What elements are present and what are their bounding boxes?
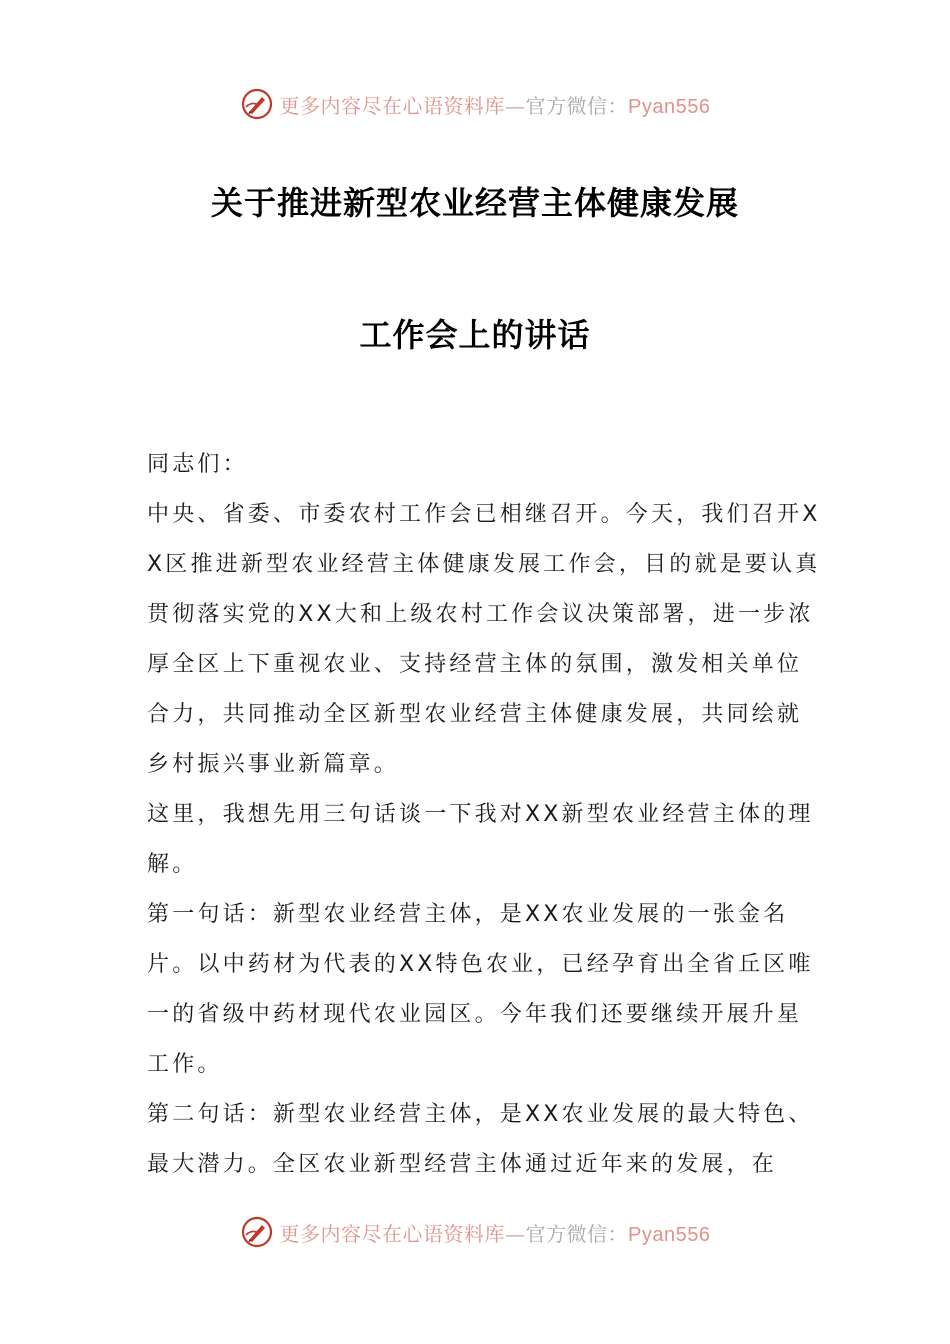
footer-watermark <box>0 1212 950 1252</box>
paragraph-salutation: 同志们： <box>147 452 248 477</box>
watermark-text <box>280 1218 711 1247</box>
paragraph: 第二句话：新型农业经营主体，是XX农业发展的最大特色、最大潜力。全区农业新型经营主体通过近年来的发展，在 <box>147 1102 814 1177</box>
watermark-dash: — <box>505 1221 526 1246</box>
pen-nib-logo-icon <box>240 1215 274 1249</box>
watermark-text <box>280 90 711 119</box>
paragraph: 第一句话：新型农业经营主体，是XX农业发展的一张金名片。以中药材为代表的XX特色农业，已经孕育出全省丘区唯一的省级中药材现代农业园区。今年我们还要继续开展升星工作。 <box>147 902 814 1077</box>
watermark-brand: 更多内容尽在心语资料库 <box>279 1221 506 1246</box>
paragraph: 中央、省委、市委农村工作会已相继召开。今天，我们召开XX区推进新型农业经营主体健康发展工作会，目的就是要认真贯彻落实党的XX大和上级农村工作会议决策部署，进一步浓厚全区上下重视农业、支持经营主体的氛围，激发相关单位合力，共同推动全区新型农业经营主体健康发展，共同绘就乡村振兴事业新篇章。 <box>147 502 821 777</box>
watermark-label: 官方微信： <box>525 1221 629 1246</box>
watermark-brand: 更多内容尽在心语资料库 <box>279 93 506 118</box>
document-title-line2: 工作会上的讲话 <box>359 316 591 354</box>
watermark-id: Pyan556 <box>628 95 711 118</box>
watermark-dash: — <box>505 93 526 118</box>
paragraph: 这里，我想先用三句话谈一下我对XX新型农业经营主体的理解。 <box>147 802 814 877</box>
watermark-id: Pyan556 <box>628 1223 711 1246</box>
header-watermark <box>0 84 950 124</box>
watermark-label: 官方微信： <box>525 93 629 118</box>
document-title-line1: 关于推进新型农业经营主体健康发展 <box>210 184 739 222</box>
document-body <box>147 440 827 1190</box>
pen-nib-logo-icon <box>240 87 274 121</box>
